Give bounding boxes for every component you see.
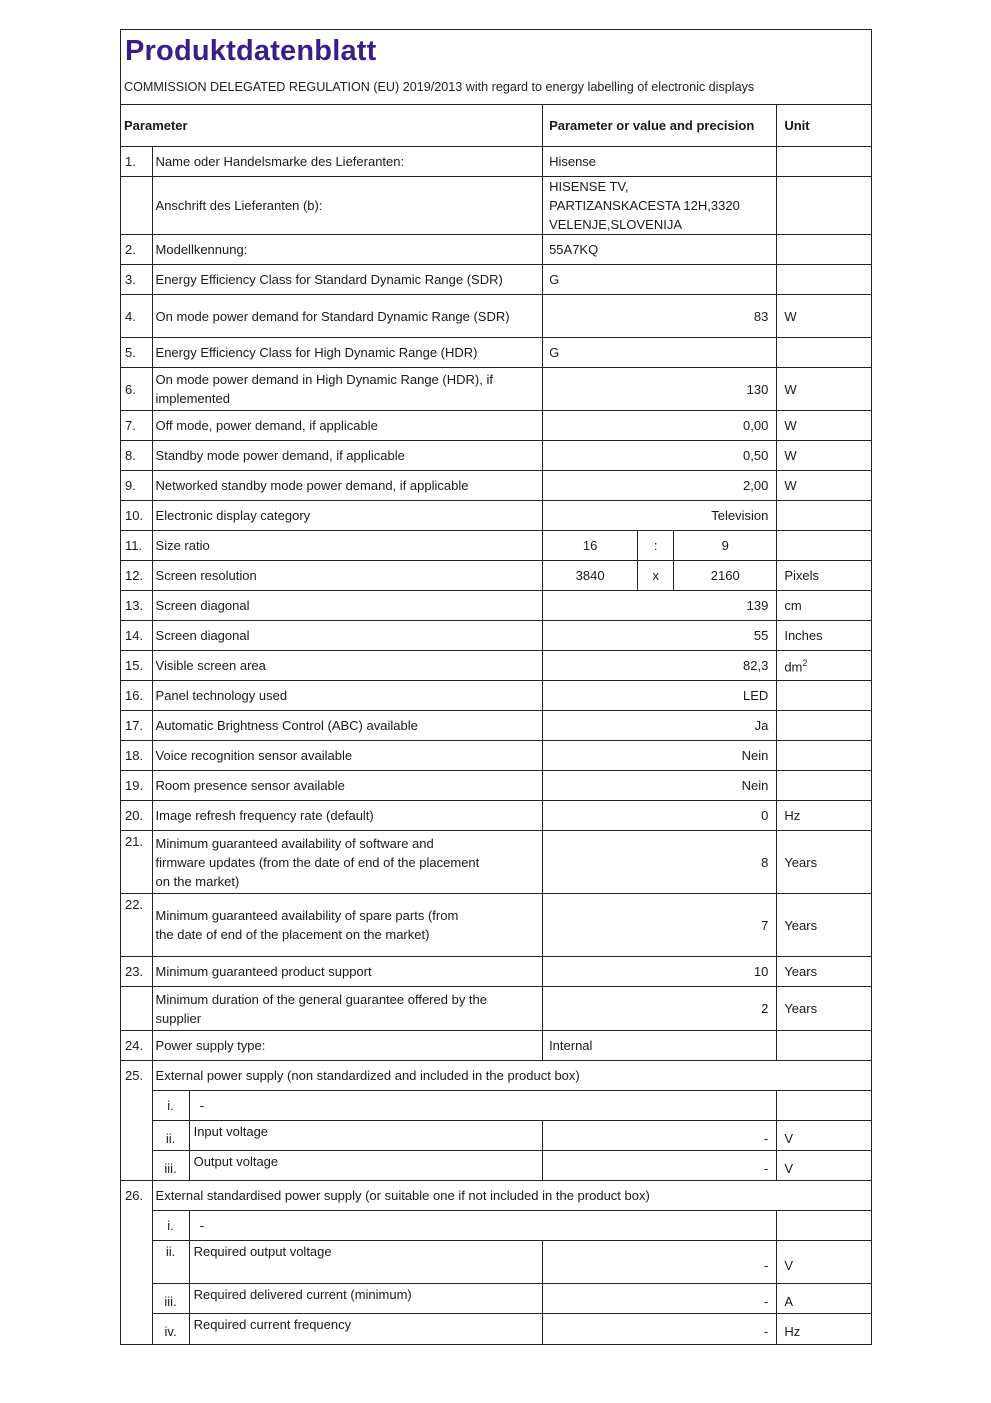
row-number: 20. [121, 801, 152, 831]
row-unit: W [777, 368, 871, 411]
page-title: Produktdatenblatt [125, 35, 377, 67]
sub-row-unit: V [777, 1151, 871, 1181]
resolution-height: 2160 [674, 561, 777, 591]
section-header-row [121, 1181, 871, 1211]
row-label: Screen resolution [152, 561, 543, 591]
sub-row-value: - [543, 1314, 777, 1344]
resolution-width: 3840 [543, 561, 638, 591]
row-value: 139 [543, 591, 777, 621]
row-label: Power supply type: [152, 1031, 543, 1061]
row-label: Standby mode power demand, if applicable [152, 441, 543, 471]
row-number: 16. [121, 681, 152, 711]
row-value: 2,00 [543, 471, 777, 501]
row-number: 7. [121, 411, 152, 441]
row-unit [777, 1031, 871, 1061]
sub-row-value: - [543, 1151, 777, 1181]
table-row [121, 987, 871, 1031]
sub-row-value: - [543, 1284, 777, 1314]
sub-row-label: Required current frequency [189, 1314, 542, 1344]
row-value: Television [543, 501, 777, 531]
row-value: LED [543, 681, 777, 711]
section-header-row [121, 1061, 871, 1091]
row-label: Size ratio [152, 531, 543, 561]
row-number: 15. [121, 651, 152, 681]
sub-row [121, 1151, 871, 1181]
row-number: 13. [121, 591, 152, 621]
table-row [121, 235, 871, 265]
row-label: On mode power demand for Standard Dynamic Range (SDR) [152, 295, 543, 338]
row-label: Screen diagonal [152, 621, 543, 651]
sub-row-value: - [543, 1241, 777, 1284]
title-block [121, 30, 871, 105]
table-row [121, 338, 871, 368]
section-label: External standardised power supply (or suitable one if not included in the product box) [152, 1181, 871, 1211]
row-label: Electronic display category [152, 501, 543, 531]
row-unit [777, 771, 871, 801]
row-value: G [543, 338, 777, 368]
sub-row-number: iv. [152, 1314, 189, 1344]
table-row [121, 265, 871, 295]
row-number: 19. [121, 771, 152, 801]
data-table [121, 105, 871, 1344]
product-data-sheet [120, 29, 872, 1345]
row-value: 0 [543, 801, 777, 831]
unit-text: dm [784, 659, 803, 675]
sub-row-label: Output voltage [189, 1151, 542, 1181]
sub-row-number: iii. [152, 1151, 189, 1181]
row-label: Room presence sensor available [152, 771, 543, 801]
row-unit [777, 681, 871, 711]
row-label: Minimum guaranteed availability of spare parts (from the date of end of the placement on the market) [152, 894, 543, 957]
table-row [121, 831, 871, 894]
row-number: 14. [121, 621, 152, 651]
table-row [121, 441, 871, 471]
row-number: 2. [121, 235, 152, 265]
row-value: 55A7KQ [543, 235, 777, 265]
row-value: 130 [543, 368, 777, 411]
table-row [121, 651, 871, 681]
table-row [121, 771, 871, 801]
table-row [121, 177, 871, 235]
row-unit: cm [777, 591, 871, 621]
row-unit [777, 265, 871, 295]
row-unit: Years [777, 894, 871, 957]
ratio-separator: : [638, 531, 674, 561]
row-value: 2 [543, 987, 777, 1031]
row-number: 21. [121, 831, 152, 894]
sub-row-unit: V [777, 1121, 871, 1151]
table-row [121, 1031, 871, 1061]
row-number [121, 987, 152, 1031]
row-unit: W [777, 441, 871, 471]
row-number: 11. [121, 531, 152, 561]
table-row [121, 471, 871, 501]
table-row [121, 411, 871, 441]
header-value: Parameter or value and precision [543, 105, 777, 147]
row-unit [777, 741, 871, 771]
table-row [121, 741, 871, 771]
row-value: HISENSE TV, PARTIZANSKACESTA 12H,3320 VELENJE,SLOVENIJA [543, 177, 777, 235]
row-value: 82,3 [543, 651, 777, 681]
row-label: Image refresh frequency rate (default) [152, 801, 543, 831]
row-value: 55 [543, 621, 777, 651]
table-row [121, 894, 871, 957]
table-row [121, 561, 871, 591]
ratio-width: 16 [543, 531, 638, 561]
sub-row-label: Required delivered current (minimum) [189, 1284, 542, 1314]
header-unit: Unit [777, 105, 871, 147]
row-label: Off mode, power demand, if applicable [152, 411, 543, 441]
sub-row-label: - [189, 1211, 777, 1241]
row-number: 22. [121, 894, 152, 957]
row-number: 9. [121, 471, 152, 501]
row-value: Nein [543, 741, 777, 771]
row-unit: Hz [777, 801, 871, 831]
row-number: 5. [121, 338, 152, 368]
row-label: Minimum duration of the general guarantee offered by the supplier [152, 987, 543, 1031]
row-unit [777, 501, 871, 531]
row-number: 12. [121, 561, 152, 591]
row-label: Energy Efficiency Class for High Dynamic Range (HDR) [152, 338, 543, 368]
row-number: 26. [121, 1181, 152, 1211]
row-number: 17. [121, 711, 152, 741]
sub-row-number: iii. [152, 1284, 189, 1314]
sub-row-number: ii. [152, 1121, 189, 1151]
row-unit: Years [777, 831, 871, 894]
sub-row [121, 1314, 871, 1344]
row-label: Anschrift des Lieferanten (b): [152, 177, 543, 235]
sub-row [121, 1241, 871, 1284]
sub-row [121, 1211, 871, 1241]
table-row [121, 368, 871, 411]
table-row [121, 147, 871, 177]
row-unit [777, 147, 871, 177]
row-label: Networked standby mode power demand, if applicable [152, 471, 543, 501]
row-number [121, 177, 152, 235]
row-number: 25. [121, 1061, 152, 1091]
sub-row-number: ii. [152, 1241, 189, 1284]
row-label: Energy Efficiency Class for Standard Dynamic Range (SDR) [152, 265, 543, 295]
row-unit [777, 711, 871, 741]
sub-row-unit: A [777, 1284, 871, 1314]
row-value: 83 [543, 295, 777, 338]
row-unit: W [777, 411, 871, 441]
section-label: External power supply (non standardized and included in the product box) [152, 1061, 871, 1091]
row-number: 3. [121, 265, 152, 295]
row-number: 24. [121, 1031, 152, 1061]
row-unit [777, 338, 871, 368]
table-row [121, 801, 871, 831]
sub-row-label: - [189, 1091, 777, 1121]
row-label: Modellkennung: [152, 235, 543, 265]
header-parameter: Parameter [121, 105, 543, 147]
sub-row-number: i. [152, 1091, 189, 1121]
row-value: 0,00 [543, 411, 777, 441]
table-row [121, 501, 871, 531]
row-value: Nein [543, 771, 777, 801]
row-unit [777, 531, 871, 561]
row-number: 1. [121, 147, 152, 177]
sub-row-label: Input voltage [189, 1121, 542, 1151]
sub-row-value: - [543, 1121, 777, 1151]
row-label: Name oder Handelsmarke des Lieferanten: [152, 147, 543, 177]
unit-exponent: 2 [802, 658, 808, 669]
row-unit: Pixels [777, 561, 871, 591]
row-label: Visible screen area [152, 651, 543, 681]
row-unit: W [777, 471, 871, 501]
row-number: 23. [121, 957, 152, 987]
regulation-subtitle: COMMISSION DELEGATED REGULATION (EU) 2019/2013 with regard to energy labelling of electronic displays [124, 80, 755, 94]
row-label: Voice recognition sensor available [152, 741, 543, 771]
row-value: 0,50 [543, 441, 777, 471]
sub-row-label: Required output voltage [189, 1241, 542, 1284]
row-unit: Years [777, 987, 871, 1031]
row-value: G [543, 265, 777, 295]
row-number: 4. [121, 295, 152, 338]
sub-row [121, 1091, 871, 1121]
row-label: Panel technology used [152, 681, 543, 711]
sub-row-unit: Hz [777, 1314, 871, 1344]
row-value: Internal [543, 1031, 777, 1061]
table-row [121, 531, 871, 561]
row-number: 8. [121, 441, 152, 471]
row-label: Automatic Brightness Control (ABC) available [152, 711, 543, 741]
sub-row-unit: V [777, 1241, 871, 1284]
table-row [121, 591, 871, 621]
sub-row [121, 1121, 871, 1151]
row-label: On mode power demand in High Dynamic Range (HDR), if implemented [152, 368, 543, 411]
row-label: Minimum guaranteed product support [152, 957, 543, 987]
row-number: 10. [121, 501, 152, 531]
table-row [121, 681, 871, 711]
row-unit [777, 651, 871, 681]
row-unit [777, 177, 871, 235]
row-value: 7 [543, 894, 777, 957]
row-number: 18. [121, 741, 152, 771]
row-value: Hisense [543, 147, 777, 177]
row-label: Screen diagonal [152, 591, 543, 621]
resolution-separator: x [638, 561, 674, 591]
table-row [121, 957, 871, 987]
row-unit: W [777, 295, 871, 338]
table-row [121, 711, 871, 741]
row-number: 6. [121, 368, 152, 411]
row-label: Minimum guaranteed availability of software and firmware updates (from the date of end of the placement on the market) [152, 831, 543, 894]
ratio-height: 9 [674, 531, 777, 561]
sub-row-number: i. [152, 1211, 189, 1241]
row-unit [777, 235, 871, 265]
row-value: Ja [543, 711, 777, 741]
table-header [121, 105, 871, 147]
row-value: 10 [543, 957, 777, 987]
table-row [121, 621, 871, 651]
row-unit: Years [777, 957, 871, 987]
sub-row [121, 1284, 871, 1314]
table-row [121, 295, 871, 338]
row-unit: Inches [777, 621, 871, 651]
row-value: 8 [543, 831, 777, 894]
